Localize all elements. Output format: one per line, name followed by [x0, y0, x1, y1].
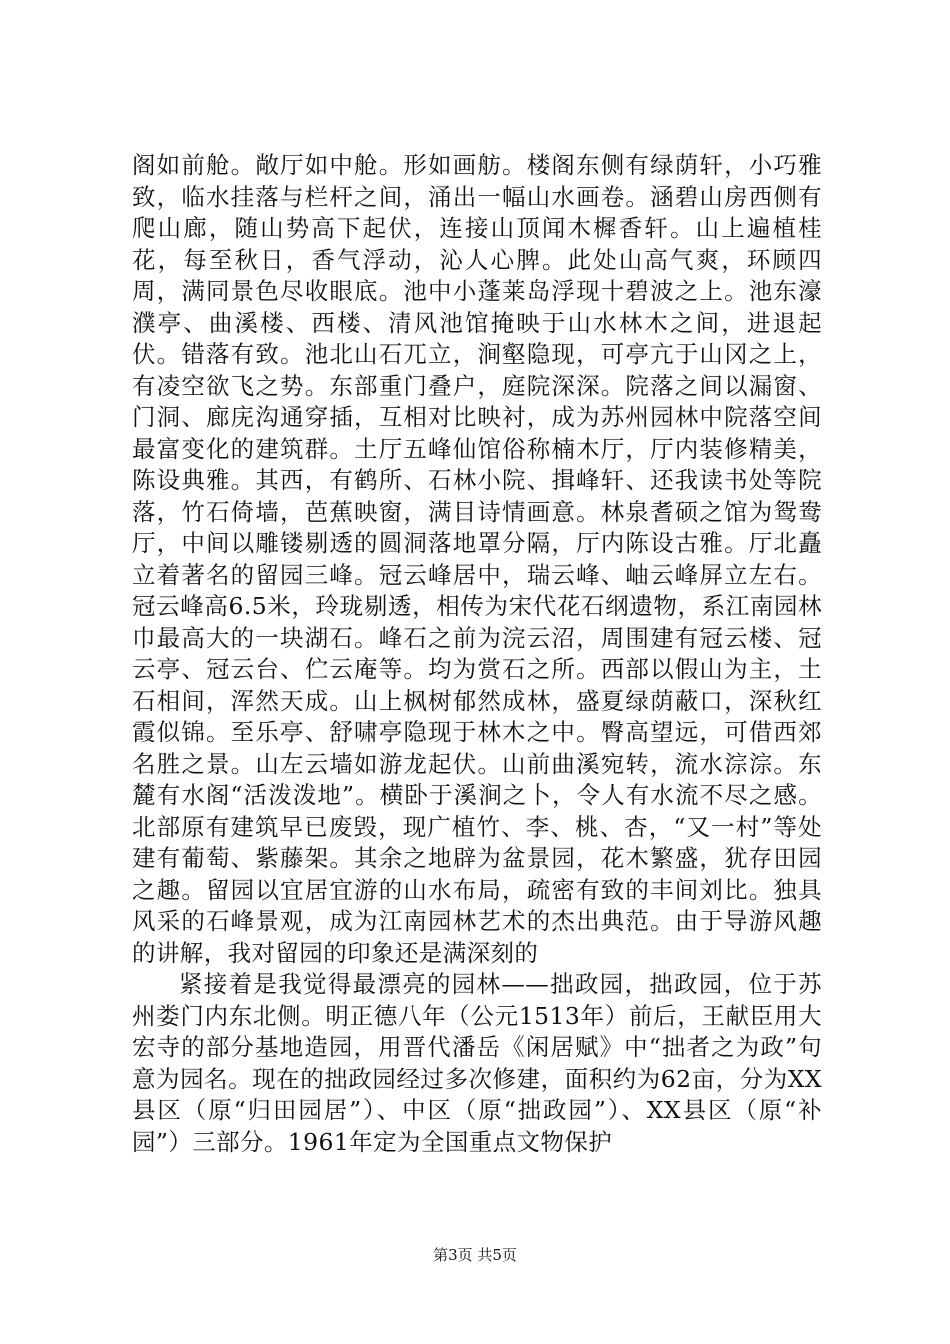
paragraph-2: 紧接着是我觉得最漂亮的园林——拙政园，拙政园，位于苏州娄门内东北侧。明正德八年（公元1513年）前后，王献臣用大宏寺的部分基地造园，用晋代潘岳《闲居赋》中“拙者之为政”句意为园名。现在的拙政园经过多次修建，面积约为62亩，分为XX县区（原“归田园居”）、中区（原“拙政园”）、XX县区（原“补园”）三部分。1961年定为全国重点文物保护 [132, 970, 822, 1156]
paragraph-1: 阁如前舱。敞厅如中舱。形如画舫。楼阁东侧有绿荫轩，小巧雅致，临水挂落与栏杆之间，涌出一幅山水画卷。涵碧山房西侧有爬山廊，随山势高下起伏，连接山顶闻木樨香轩。山上遍植桂花，每至秋日，香气浮动，沁人心脾。此处山高气爽，环顾四周，满同景色尽收眼底。池中小蓬莱岛浮现十碧波之上。池东濠濮亭、曲溪楼、西楼、清风池馆掩映于山水林木之间，进退起伏。错落有致。池北山石兀立，涧壑隐现，可亭亢于山冈之上，有凌空欲飞之势。东部重门叠户，庭院深深。院落之间以漏窗、门洞、廊庑沟通穿插，互相对比映衬，成为苏州园林中院落空间最富变化的建筑群。土厅五峰仙馆俗称楠木厅，厅内装修精美，陈设典雅。其西，有鹤所、石林小院、揖峰轩、还我读书处等院落，竹石倚墙，芭蕉映窗，满目诗情画意。林泉耆硕之馆为鸳鸯厅，中间以雕镂剔透的圆洞落地罩分隔，厅内陈设古雅。厅北矗立着著名的留园三峰。冠云峰居中，瑞云峰、岫云峰屏立左右。冠云峰高6.5米，玲珑剔透，相传为宋代花石纲遗物，系江南园林巾最高大的一块湖石。峰石之前为浣云沼，周围建有冠云楼、冠云亭、冠云台、伫云庵等。均为赏石之所。西部以假山为主，土石相间，浑然天成。山上枫树郁然成林，盛夏绿荫蔽口，深秋红霞似锦。至乐亭、舒啸亭隐现于林木之中。臀高望远，可借西郊名胜之景。山左云墙如游龙起伏。山前曲溪宛转，流水淙淙。东麓有水阁“活泼泼地”。横卧于溪涧之卜，令人有水流不尽之感。北部原有建筑早已废毁，现广植竹、李、桃、杏，“又一村”等处建有葡萄、紫藤架。其余之地辟为盆景园，花木繁盛，犹存田园之趣。留园以宜居宜游的山水布局，疏密有致的丰间刘比。独具风采的石峰景观，成为江南园林艺术的杰出典范。由于导游风趣的讲解，我对留园的印象还是满深刻的 [132, 151, 822, 967]
page-footer [0, 1244, 950, 1265]
page-number-label: 第3页 共5页 [433, 1246, 517, 1264]
body-text [132, 150, 822, 1158]
